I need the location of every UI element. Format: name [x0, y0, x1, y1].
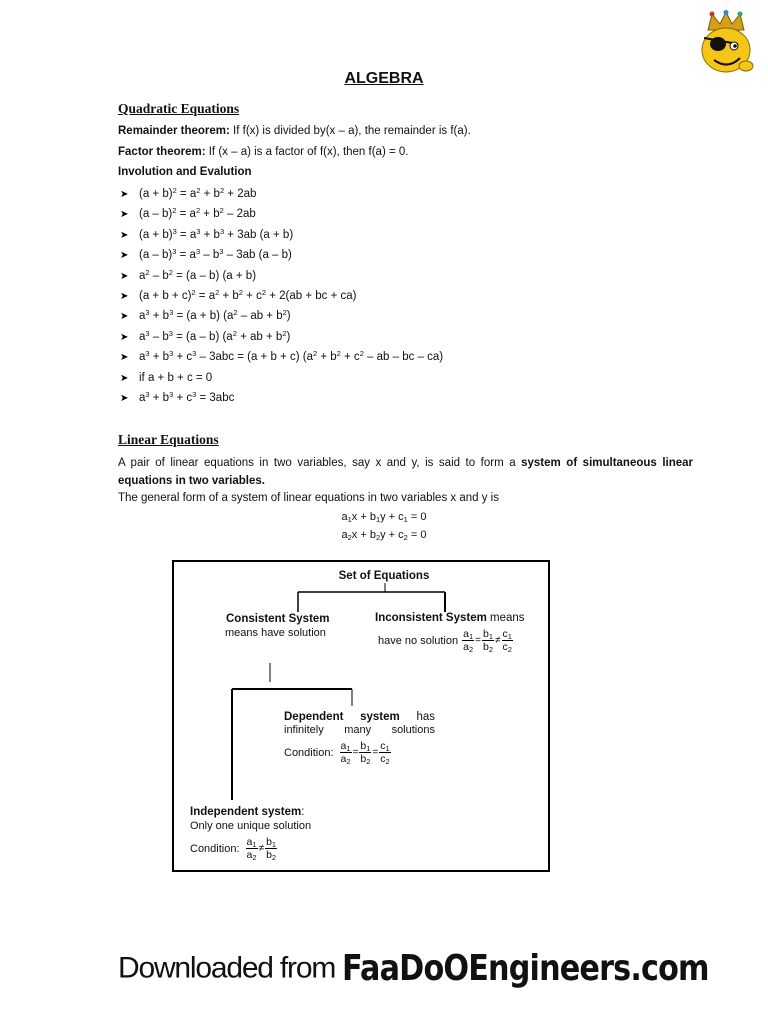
bullet-arrow-icon: ➤	[120, 311, 129, 323]
dependent-word-infinitely: infinitely	[284, 724, 324, 736]
fraction-a: $\frac{a_1}{a_2}$	[246, 836, 257, 862]
formula-item	[120, 184, 443, 204]
condition-label: Condition:	[190, 842, 240, 855]
inconsistent-condition	[378, 628, 513, 653]
mascot-logo	[694, 10, 758, 76]
not-equal-sign: ≠	[258, 843, 265, 854]
formula-item	[120, 327, 443, 347]
inconsistent-system-node	[375, 612, 525, 624]
independent-condition	[190, 836, 277, 861]
download-footer	[118, 948, 768, 989]
formula-text: $a^3 - b^3 = (a - b) (a^2$ + ab + $b^2$)	[139, 328, 291, 343]
independent-colon: :	[301, 806, 305, 818]
independent-system-text: Only one unique solution	[190, 820, 312, 832]
fraction-c: $\frac{c_1}{c_2}$	[502, 628, 512, 654]
consistent-system-label: Consistent System	[226, 613, 330, 625]
bullet-arrow-icon: ➤	[120, 229, 129, 241]
linear-intro-bold: system of simultaneous linear equations in two variables.	[118, 457, 694, 487]
formula-item	[120, 368, 443, 388]
equation-1: $a_1x + b_1y + c_1 = 0$	[341, 511, 427, 524]
formula-text: $(a - b)^2 = a^2 + b^2 - 2ab$	[139, 206, 256, 221]
fraction-a: $\frac{a_1}{a_2}$	[463, 628, 474, 654]
remainder-label: Remainder theorem:	[118, 125, 230, 137]
dependent-word-many: many	[344, 724, 372, 736]
factor-label: Factor theorem:	[118, 146, 206, 158]
not-equal-sign: ≠	[495, 635, 501, 646]
linear-heading: Linear Equations	[118, 432, 219, 447]
dependent-word-solutions: solutions	[391, 724, 435, 736]
formula-item	[120, 286, 443, 306]
formula-item	[120, 225, 443, 245]
general-form-text: The general form of a system of linear equations in two variables x and y is	[118, 492, 499, 504]
linear-intro-text: A pair of linear equations in two variables, say x and y, is said to form a	[118, 457, 522, 469]
formula-item	[120, 204, 443, 224]
equation-2: $a_2x + b_2y + c_2 = 0$	[341, 529, 427, 542]
inconsistent-means: means	[486, 612, 525, 624]
formula-text: $(a + b + c)^2 = a^2 + b^2 + c^2 + 2(ab$ + bc + ca)	[139, 287, 357, 302]
dependent-has: has	[416, 711, 435, 723]
formula-text: $a^3 + b^3 + c^3 = 3abc$	[139, 389, 235, 404]
bullet-arrow-icon: ➤	[120, 209, 129, 221]
formula-text: if a + b + c = 0	[139, 371, 213, 384]
formula-item	[120, 266, 443, 286]
formula-text: $(a + b)^2 = a^2 + b^2 + 2ab$	[139, 186, 257, 200]
dependent-system-line1	[284, 711, 435, 723]
formula-text: $a^2 - b^2 = (a - b) (a + b)$	[139, 267, 257, 282]
bullet-arrow-icon: ➤	[120, 352, 129, 364]
footer-brand: FaaDoOEngineers.com	[342, 948, 709, 989]
consistent-system-text: means have solution	[225, 627, 326, 639]
formula-text: $(a - b)^3 = a^3 - b^3 - 3ab$ (a – b)	[139, 247, 292, 262]
dependent-condition	[284, 740, 391, 765]
dependent-system-line2	[284, 724, 435, 736]
fraction-a: $\frac{a_1}{a_2}$	[340, 740, 351, 766]
formula-text: $(a + b)^3 = a^3 + b^3 + 3ab$ (a + b)	[139, 226, 294, 241]
bullet-arrow-icon: ➤	[120, 392, 129, 404]
factor-theorem	[118, 146, 408, 158]
formula-item	[120, 306, 443, 326]
page-title: ALGEBRA	[344, 70, 424, 87]
inconsistent-system-label: Inconsistent System	[375, 612, 487, 624]
equals-sign: =	[475, 635, 481, 646]
bullet-arrow-icon: ➤	[120, 331, 129, 343]
condition-label: Condition:	[284, 746, 334, 759]
fraction-c: $\frac{c_1}{c_2}$	[380, 740, 390, 766]
remainder-theorem	[118, 125, 471, 137]
bullet-arrow-icon: ➤	[120, 290, 129, 302]
set-of-equations-node: Set of Equations	[338, 570, 430, 582]
bullet-arrow-icon: ➤	[120, 250, 129, 262]
equals-sign: =	[352, 747, 359, 758]
formula-list	[120, 184, 443, 408]
formula-item	[120, 245, 443, 265]
independent-system-label-line	[190, 806, 304, 818]
fraction-b: $\frac{b_1}{b_2}$	[266, 836, 277, 862]
formula-text: $a^3 + b^3 = (a + b)$ ($a^2$ – ab + $b^2$)	[139, 308, 291, 323]
formula-item	[120, 347, 443, 367]
formula-text: $a^3 + b^3 + c^3 - 3abc = (a + b + c) (a^2 + b^2 + c^2$ – ab – bc – ca)	[139, 349, 444, 364]
remainder-text: If f(x) is divided by(x – a), the remainder is f(a).	[229, 125, 471, 137]
bullet-arrow-icon: ➤	[120, 372, 129, 384]
inconsistent-text: have no solution	[378, 634, 459, 647]
formula-item	[120, 388, 443, 408]
equals-sign: =	[372, 747, 379, 758]
involution-heading: Involution and Evalution	[118, 166, 252, 178]
linear-intro	[118, 455, 693, 490]
dependent-label: Dependent	[284, 711, 344, 723]
bullet-arrow-icon: ➤	[120, 270, 129, 282]
independent-label: Independent system	[190, 806, 302, 818]
quadratic-heading: Quadratic Equations	[118, 101, 240, 116]
bullet-arrow-icon: ➤	[120, 189, 129, 200]
fraction-b: $\frac{b_1}{b_2}$	[360, 740, 371, 766]
footer-prefix: Downloaded from	[118, 951, 343, 985]
dependent-system-word: system	[360, 711, 400, 723]
factor-text: If (x – a) is a factor of f(x), then f(a) = 0.	[205, 146, 409, 158]
fraction-b: $\frac{b_1}{b_2}$	[482, 628, 493, 654]
